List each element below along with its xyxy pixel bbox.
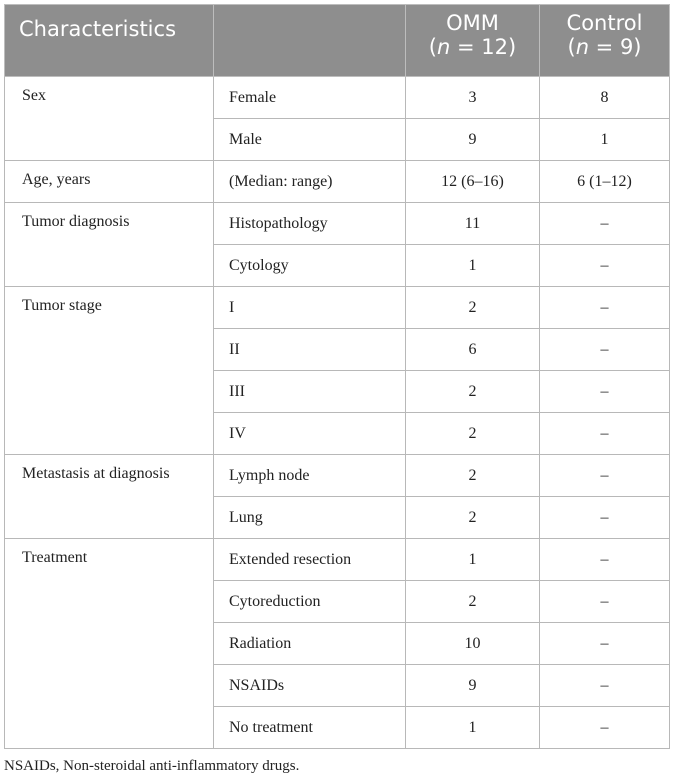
subcategory-cell: II (214, 329, 406, 371)
table-row (5, 77, 670, 119)
omm-value-cell: 10 (406, 623, 540, 665)
header-omm-n-open: ( (428, 35, 437, 59)
omm-value-cell: 1 (406, 539, 540, 581)
control-value-cell: 6 (1–12) (540, 161, 670, 203)
omm-value-cell: 9 (406, 665, 540, 707)
subcategory-cell: No treatment (214, 707, 406, 749)
subcategory-cell: IV (214, 413, 406, 455)
subcategory-cell: Radiation (214, 623, 406, 665)
omm-value-cell: 1 (406, 245, 540, 287)
omm-value-cell: 2 (406, 497, 540, 539)
table-footnote: NSAIDs, Non-steroidal anti-inflammatory drugs. (4, 758, 300, 774)
control-value-cell: – (540, 539, 670, 581)
table-header-row (5, 5, 670, 77)
header-omm-n-var: n (437, 35, 451, 59)
header-characteristics: Characteristics (5, 5, 214, 77)
omm-value-cell: 2 (406, 413, 540, 455)
table-row (5, 287, 670, 329)
omm-value-cell: 2 (406, 371, 540, 413)
control-value-cell: – (540, 623, 670, 665)
subcategory-cell: Female (214, 77, 406, 119)
subcategory-cell: I (214, 287, 406, 329)
control-value-cell: – (540, 497, 670, 539)
table-row (5, 455, 670, 497)
subcategory-cell: Male (214, 119, 406, 161)
category-cell: Sex (5, 77, 214, 161)
subcategory-cell: Histopathology (214, 203, 406, 245)
category-cell: Tumor stage (5, 287, 214, 455)
header-control-name: Control (566, 11, 643, 35)
category-cell: Tumor diagnosis (5, 203, 214, 287)
control-value-cell: – (540, 371, 670, 413)
omm-value-cell: 12 (6–16) (406, 161, 540, 203)
header-control-n-rest: = 9) (589, 35, 642, 59)
omm-value-cell: 6 (406, 329, 540, 371)
subcategory-cell: Extended resection (214, 539, 406, 581)
omm-value-cell: 2 (406, 455, 540, 497)
omm-value-cell: 9 (406, 119, 540, 161)
control-value-cell: – (540, 287, 670, 329)
table-row (5, 161, 670, 203)
omm-value-cell: 2 (406, 287, 540, 329)
subcategory-cell: Lung (214, 497, 406, 539)
characteristics-table (4, 4, 670, 749)
header-omm-n-rest: = 12) (450, 35, 517, 59)
omm-value-cell: 11 (406, 203, 540, 245)
subcategory-cell: III (214, 371, 406, 413)
omm-value-cell: 2 (406, 581, 540, 623)
control-value-cell: – (540, 581, 670, 623)
header-control (540, 5, 670, 77)
header-omm (406, 5, 540, 77)
table-row (5, 203, 670, 245)
subcategory-cell: (Median: range) (214, 161, 406, 203)
category-cell: Age, years (5, 161, 214, 203)
subcategory-cell: Lymph node (214, 455, 406, 497)
control-value-cell: – (540, 203, 670, 245)
control-value-cell: – (540, 245, 670, 287)
table-row (5, 539, 670, 581)
header-control-n-var: n (575, 35, 589, 59)
header-control-n-open: ( (567, 35, 576, 59)
category-cell: Treatment (5, 539, 214, 749)
subcategory-cell: Cytoreduction (214, 581, 406, 623)
control-value-cell: 8 (540, 77, 670, 119)
control-value-cell: – (540, 707, 670, 749)
category-cell: Metastasis at diagnosis (5, 455, 214, 539)
subcategory-cell: NSAIDs (214, 665, 406, 707)
header-omm-name: OMM (446, 11, 499, 35)
control-value-cell: – (540, 329, 670, 371)
control-value-cell: 1 (540, 119, 670, 161)
subcategory-cell: Cytology (214, 245, 406, 287)
control-value-cell: – (540, 665, 670, 707)
omm-value-cell: 3 (406, 77, 540, 119)
table-body (5, 77, 670, 749)
control-value-cell: – (540, 413, 670, 455)
control-value-cell: – (540, 455, 670, 497)
omm-value-cell: 1 (406, 707, 540, 749)
header-blank (214, 5, 406, 77)
